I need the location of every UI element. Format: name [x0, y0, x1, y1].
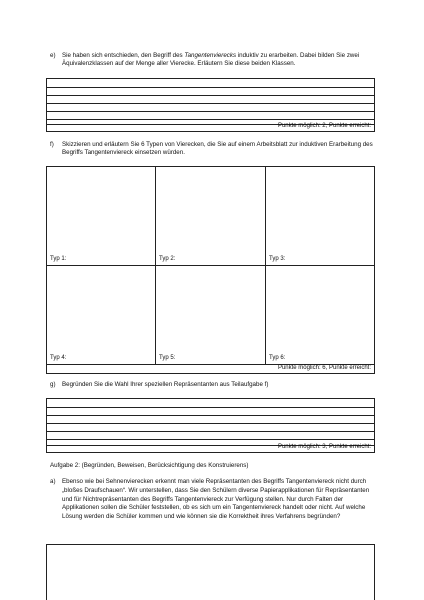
question-a-text: Ebenso wie bei Sehnenvierecken erkennt man viele Repräsentanten des Begriffs Tangentenviereck nicht durch „bloßes Draufschauen“. Wir unterstellen, dass Sie den Schülern diverse Papierapplikationen für Repräsentanten und für Nichtrepräsentanten des Begriffs Tangentenviereck zur Verfügung stellen. Nur durch Falten der Applikationen sollen die Schüler feststellen, ob es sich um ein Tangentenviereck handelt oder nicht. Auf welche Lösung werden die Schüler kommen und wie können sie die Korrektheit ihres Verfahrens begründen?: [62, 478, 370, 521]
points-f: Punkte möglich: 6, Punkte erreicht:: [277, 364, 371, 371]
type-label-1: Typ 1:: [50, 255, 67, 262]
sketch-cell-4[interactable]: [47, 266, 156, 365]
answer-line: [47, 431, 374, 432]
answer-line: [47, 119, 374, 120]
question-e-text: [62, 52, 376, 69]
answer-line: [47, 423, 374, 424]
answer-line: [47, 439, 374, 440]
question-e-text-italic: Tangentenvierecks: [184, 52, 237, 59]
answer-line: [47, 415, 374, 416]
question-g-text: Begründen Sie die Wahl Ihrer speziellen Repräsentanten aus Teilaufgabe f): [62, 381, 269, 388]
type-label-4: Typ 4:: [50, 354, 67, 361]
points-g: Punkte möglich: 3, Punkte erreicht:: [277, 443, 371, 450]
sketch-grid: [46, 166, 375, 374]
aufgabe-2-title: Aufgabe 2: (Begründen, Beweisen, Berücksichtigung des Konstruierens): [50, 462, 249, 469]
question-e-text-part1: Sie haben sich entschieden, den Begriff des: [62, 52, 185, 59]
points-e: Punkte möglich: 2, Punkte erreicht:: [277, 122, 371, 129]
sketch-cell-3[interactable]: [266, 167, 375, 266]
answer-box-e[interactable]: [46, 78, 375, 132]
answer-line: [47, 111, 374, 112]
sketch-cell-6[interactable]: [266, 266, 375, 365]
question-a-letter: a): [50, 478, 56, 485]
question-f-letter: f): [50, 141, 54, 148]
question-e-letter: e): [50, 52, 56, 59]
sketch-cell-2[interactable]: [156, 167, 266, 266]
question-g-letter: g): [50, 381, 56, 388]
sketch-cell-5[interactable]: [156, 266, 266, 365]
grid-points-row: [47, 364, 374, 373]
answer-line: [47, 407, 374, 408]
sketch-cell-1[interactable]: [47, 167, 156, 266]
answer-line: [47, 95, 374, 96]
answer-line: [47, 103, 374, 104]
question-e-text-part2: induktiv zu erarbeiten. Dabei bilden Sie zwei Äquivalenzklassen auf der Menge aller Vierecke. Erläutern Sie diese beiden Klassen.: [62, 52, 360, 68]
answer-line: [47, 87, 374, 88]
answer-box-a[interactable]: [46, 544, 375, 600]
type-label-5: Typ 5:: [159, 354, 176, 361]
question-f-text: Skizzieren und erläutern Sie 6 Typen von Vierecken, die Sie auf einem Arbeitsblatt zur induktiven Erarbeitung des Begriffs Tangentenviereck einsetzen würden.: [62, 141, 373, 157]
type-label-3: Typ 3:: [269, 255, 286, 262]
type-label-6: Typ 6:: [269, 354, 286, 361]
type-label-2: Typ 2:: [159, 255, 176, 262]
answer-box-g[interactable]: [46, 398, 375, 453]
